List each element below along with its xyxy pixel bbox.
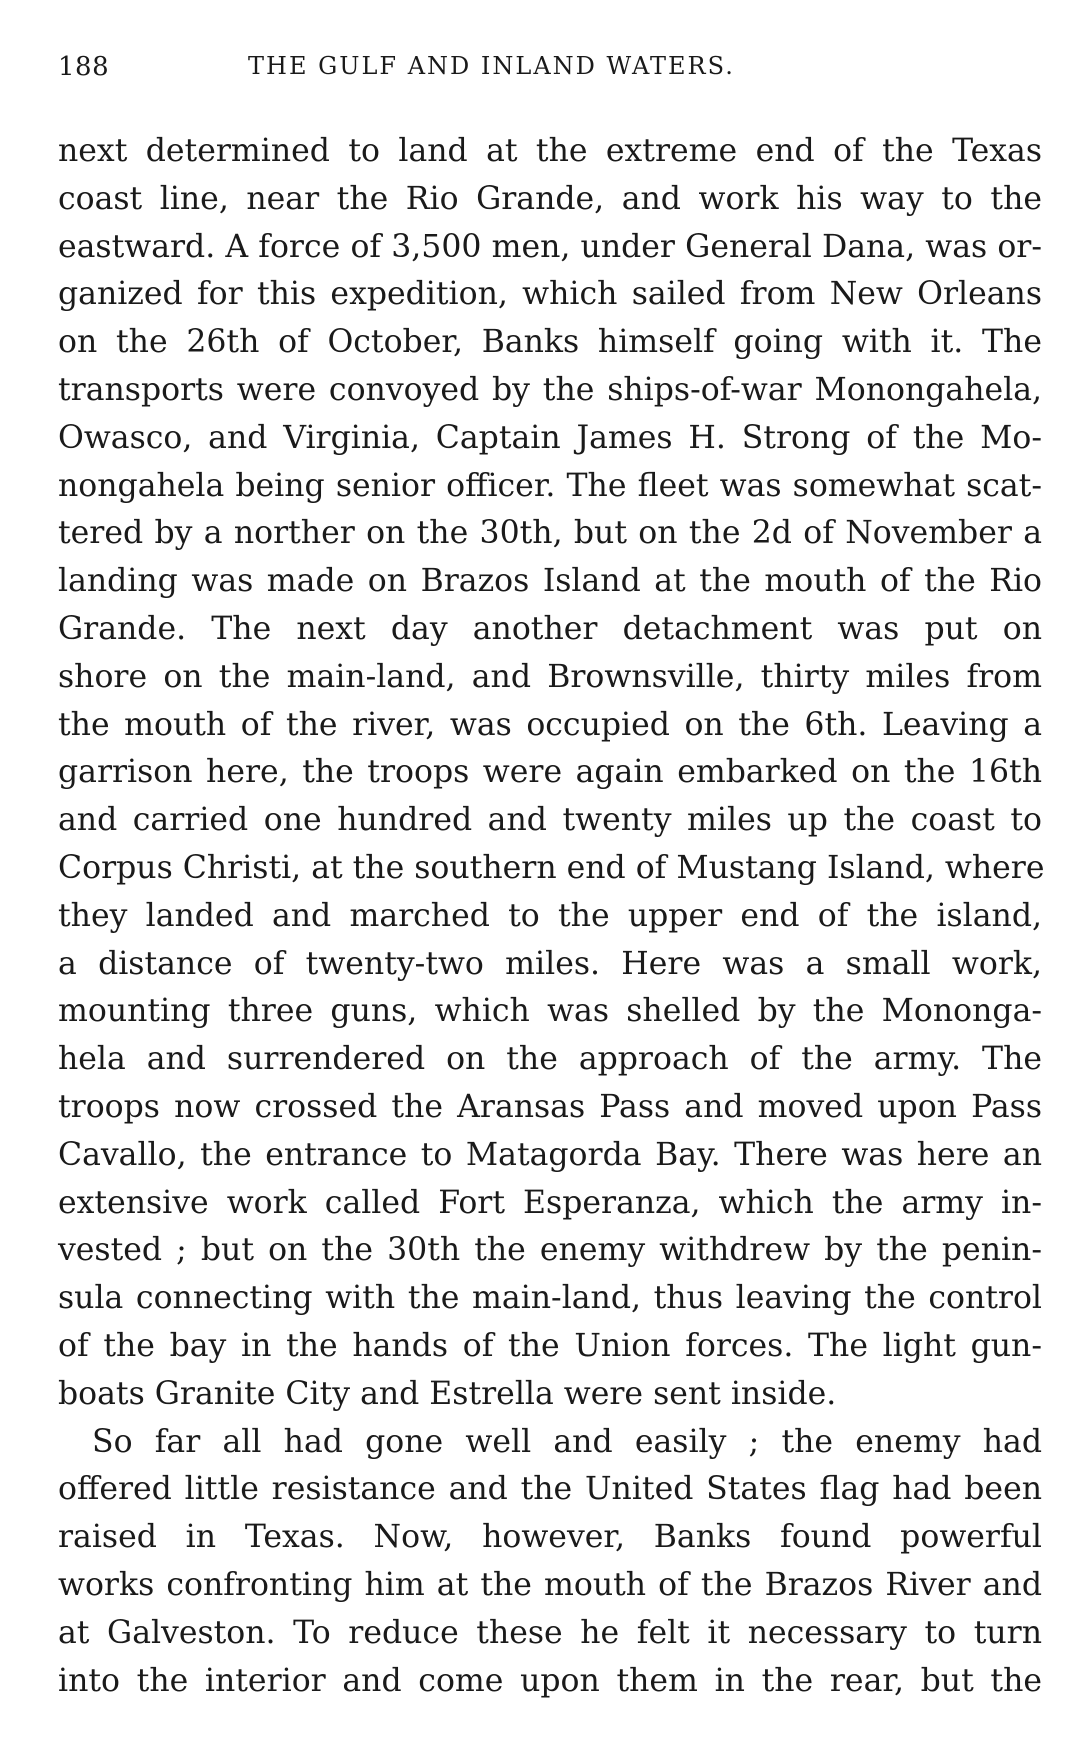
text-line: hela and surrendered on the approach of the army. The [58, 1041, 1042, 1078]
text-line: offered little resistance and the United States flag had been [58, 1471, 1042, 1508]
text-line: into the interior and come upon them in the rear, but the [58, 1662, 1042, 1699]
text-line: Owasco, and Virginia, Captain James H. Strong of the Mo- [58, 419, 1042, 456]
text-line: shore on the main-land, and Brownsville, thirty miles from [58, 658, 1042, 695]
text-line: works confronting him at the mouth of the Brazos River and [58, 1566, 1042, 1603]
text-line: troops now crossed the Aransas Pass and moved upon Pass [58, 1088, 1042, 1125]
body-text [58, 128, 1045, 1705]
text-line: Grande. The next day another detachment was put on [58, 610, 1042, 647]
text-line: nongahela being senior officer. The fleet was somewhat scat- [58, 467, 1042, 504]
text-line: garrison here, the troops were again embarked on the 16th [58, 754, 1042, 791]
text-line: So far all had gone well and easily ; the enemy had [92, 1423, 1042, 1460]
text-line: landing was made on Brazos Island at the mouth of the Rio [58, 563, 1042, 600]
text-line: Cavallo, the entrance to Matagorda Bay. There was here an [58, 1136, 1042, 1173]
text-line: transports were convoyed by the ships-of-war Monongahela, [58, 371, 1042, 408]
text-line: Corpus Christi, at the southern end of Mustang Island, where [58, 849, 1045, 886]
text-line: the mouth of the river, was occupied on the 6th. Leaving a [58, 706, 1042, 743]
text-line: extensive work called Fort Esperanza, which the army in- [58, 1184, 1042, 1221]
text-line: of the bay in the hands of the Union forces. The light gun- [58, 1327, 1042, 1364]
text-line: on the 26th of October, Banks himself going with it. The [58, 324, 1042, 361]
text-line: they landed and marched to the upper end of the island, [58, 897, 1042, 934]
text-line: ganized for this expedition, which sailed from New Orleans [58, 276, 1042, 313]
text-line: at Galveston. To reduce these he felt it necessary to turn [58, 1614, 1042, 1651]
text-line: next determined to land at the extreme end of the Texas [58, 133, 1042, 169]
text-line: raised in Texas. Now, however, Banks found powerful [58, 1519, 1042, 1556]
running-title: THE GULF AND INLAND WATERS. [248, 52, 735, 80]
text-line: eastward. A force of 3,500 men, under General Dana, was or- [58, 228, 1042, 265]
text-line: tered by a norther on the 30th, but on the 2d of November a [58, 515, 1042, 552]
text-line: vested ; but on the 30th the enemy withdrew by the penin- [58, 1232, 1042, 1269]
text-line: a distance of twenty-two miles. Here was a small work, [58, 945, 1042, 982]
running-head [58, 52, 1038, 92]
text-line: sula connecting with the main-land, thus leaving the control [58, 1280, 1042, 1317]
text-line: boats Granite City and Estrella were sent inside. [58, 1375, 837, 1412]
text-line: coast line, near the Rio Grande, and work his way to the [58, 180, 1042, 217]
text-line: mounting three guns, which was shelled by the Mononga- [58, 993, 1042, 1030]
page-number: 188 [58, 52, 110, 82]
text-line: and carried one hundred and twenty miles up the coast to [58, 802, 1042, 839]
